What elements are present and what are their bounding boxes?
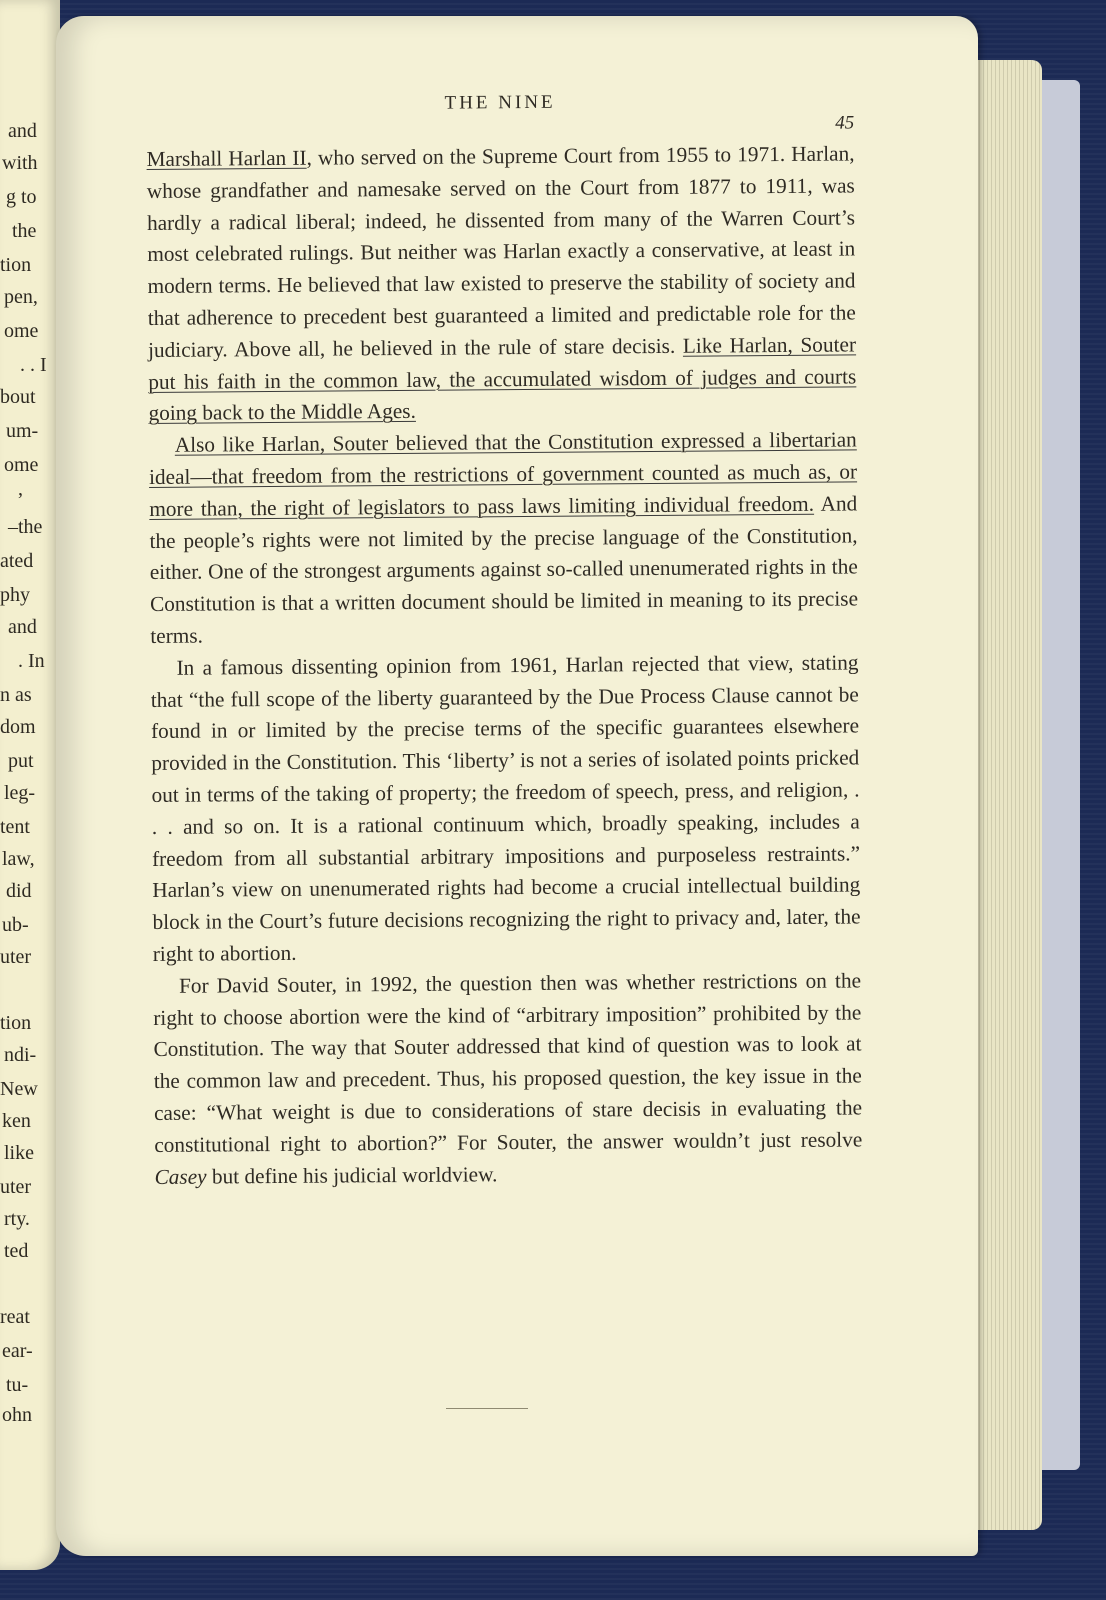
left-page-fragment: , [18,478,23,500]
left-page-fragment: dom [0,716,36,738]
left-page [0,0,60,1570]
left-page-fragment: . In [18,650,45,672]
left-page-fragment: and [8,120,37,142]
left-page-fragment: ndi- [4,1044,37,1066]
left-page-fragment: and [8,616,37,638]
left-page-fragment: n as [0,684,32,706]
left-page-fragment: the [12,220,37,242]
left-page-fragment: tion [0,254,32,276]
paragraph-p2 [149,425,859,653]
left-page-fragment: ken [2,1110,31,1132]
left-page-fragment: reat [0,1306,30,1328]
left-page-fragment: uter [0,946,32,968]
underlined-text: Also like Harlan, Souter believed that the Constitution expressed a libertarian ideal—that freedom from the restrictions of government counted as much as, or more than, the right of legislators to pass laws limiting individual freedom. [148,427,858,521]
left-page-fragment: New [0,1078,38,1100]
left-page-fragment: put [8,750,34,772]
left-page-fragment: ted [4,1240,29,1262]
left-page-fragment: law, [2,848,35,870]
left-page-fragment: tu- [6,1374,29,1396]
page-text-block [146,86,863,1193]
text-segment: In a famous dissenting opinion from 1961, Harlan rejected that view, stating that “the full scope of the liberty guaranteed by the Due Process Clause cannot be found in or limited by the precise terms of the specific guarantees elsewhere provided in the Constitution. This ‘liberty’ is not a series of isolated points pricked out in terms of the taking of property; the freedom of speech, press, and religion, . . . and so on. It is a rational continuum which, broadly speaking, includes a freedom from all substantial arbitrary impositions and purposeless restraints.” Harlan’s view on unenumerated rights had become a crucial intellectual building block in the Court’s future decisions recognizing the right to privacy and, later, the right to abortion. [150,650,861,966]
left-page-fragment: um- [6,420,39,442]
left-page-fragment: rty. [4,1208,30,1230]
left-page-fragment: uter [0,1176,32,1198]
left-page-fragment: tion [0,1012,32,1034]
running-head: THE NINE [444,91,556,114]
left-page-fragment: phy [0,584,30,606]
text-segment: And the people’s rights were not limited by the precise language of the Constitution, either. One of the strongest arguments against so-called unenumerated rights in the Constitution is that a written document should be limited in meaning to its precise terms. [149,491,859,648]
paragraph-p4 [153,965,863,1193]
left-page-fragment: ear- [2,1340,33,1362]
underlined-text: Like Harlan, Souter put his faith in the common law, the accumulated wisdom of judges and courts going back to the Middle Ages. [148,332,857,426]
text-segment: For David Souter, in 1992, the question then was whether restrictions on the right to choose abortion were the kind of “arbitrary imposition” prohibited by the Constitution. The way that Souter addressed that kind of question was to look at the common law and precedent. Thus, his proposed question, the key issue in the case: “What weight is due to considerations of stare decisis in evaluating the constitutional right to abortion?” For Souter, the answer wouldn’t just resolve [153,968,863,1157]
left-page-fragment: ohn [2,1404,32,1426]
left-page-fragment: ome [4,454,39,476]
text-segment: , who served on the Supreme Court from 1955 to 1971. Harlan, whose grandfather and namesake served on the Court from 1877 to 1911, was hardly a radical liberal; indeed, he dissented from many of the Warren Court’s most celebrated rulings. But neither was Harlan exactly a conservative, at least in modern terms. He believed that law existed to preserve the stability of society and that adherence to precedent best guaranteed a limited and predictable role for the judiciary. Above all, he believed in the rule of stare decisis. [146,141,856,362]
left-page-fragment: . . I [20,354,47,376]
text-segment: Casey [154,1164,207,1189]
left-page-fragment: –the [8,516,43,538]
left-page-fragment: bout [0,386,36,408]
book-page [56,16,978,1556]
left-page-fragment: like [4,1142,34,1164]
left-page-fragment: did [6,880,32,902]
paragraph-p3 [150,647,860,971]
left-page-fragment: tent [0,816,30,838]
page-body [146,138,862,1193]
left-page-fragment: ome [4,320,39,342]
left-page-fragment: pen, [4,286,38,308]
underlined-text: Marshall Harlan II [146,145,307,171]
left-page-fragment: ated [0,550,34,572]
left-page-fragment: g to [6,186,37,208]
left-page-fragment: with [2,152,38,174]
text-segment: but define his judicial worldview. [206,1161,498,1189]
left-page-fragment: ub- [2,914,29,936]
left-page-fragment: leg- [4,782,36,804]
page-number: 45 [835,112,855,134]
paragraph-p1 [146,138,856,430]
footer-rule [446,1408,528,1409]
